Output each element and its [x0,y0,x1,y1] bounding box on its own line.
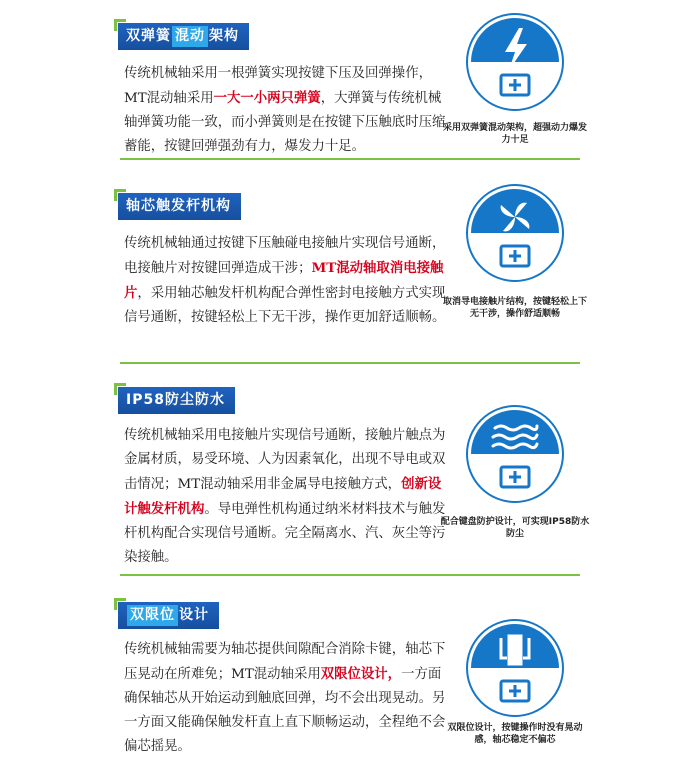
section-divider [120,568,580,582]
limit-icon [465,618,565,718]
pinwheel-icon [465,183,565,283]
body-text: 一方面确保轴芯从开始运动到触底回弹，均不会出现晃动。另一方面又能确保触发杆直上直下顺畅运动，全程绝不会偏芯摇晃。 [124,667,446,754]
icon-caption: 配合键盘防护设计，可实现IP58防水防尘 [440,517,590,539]
body-text: 传统机械轴采用电接触片实现信号通断，接触片触点为金属材质，易受环境、人为因素氧化，出现不导电或双击情况；MT混动轴采用非金属导电接触方式， [124,428,446,492]
title-text: 双弹簧 [126,28,171,44]
body-text: ，大弹簧与传统机械轴弹簧功能一致，而小弹簧则是在按键下压触底时压缩蓄能，按键回弹强劲有力，爆发力十足。 [124,91,446,154]
divider-line [120,362,580,364]
section-divider [120,356,580,370]
icon-caption: 采用双弹簧混动架构，超强动力爆发力十足 [442,123,587,145]
icon-caption: 取消导电接触片结构，按键轻松上下无干涉，操作舒适顺畅 [442,297,587,319]
body-text: 。导电弹性机构通过纳米材料技术与触发杆机构配合实现信号通断。完全隔离水、汽、灰尘等污染接触。 [124,502,446,565]
section-divider [120,152,580,166]
title-highlight: 双限位 [127,605,178,626]
body-text: 传统机械轴需要为轴芯提供间隙配合消除卡键，轴芯下压晃动在所难免；MT混动轴采用 [124,642,446,682]
title-text: 设计 [179,607,209,623]
body-emphasis: MT混动轴取消电接触片 [124,260,444,301]
title-highlight: 混动 [172,26,208,47]
title-text: 架构 [209,28,239,44]
body-text: 传统机械轴通过按键下压触碰电接触片实现信号通断，电接触片对按键回弹造成干涉； [124,236,446,276]
section-body [124,62,454,159]
divider-line [120,574,580,576]
section-title [118,387,235,414]
section-title [118,23,249,50]
lightning-icon [465,12,565,112]
section-body [124,638,454,759]
section-body [124,424,454,570]
body-emphasis: 创新设计触发杆机构 [124,476,442,517]
body-text: 传统机械轴采用一根弹簧实现按键下压及回弹操作，MT混动轴采用 [124,66,432,106]
section-body [124,232,454,330]
section-title [118,193,241,220]
body-emphasis: 一大一小两只弹簧 [213,90,321,106]
icon-caption: 双限位设计，按键操作时没有晃动感，轴芯稳定不偏芯 [447,723,583,745]
body-emphasis: 双限位设计， [320,666,402,682]
title-text: IP58防尘防水 [126,392,225,408]
body-text: ，采用轴芯触发杆机构配合弹性密封电接触方式实现信号通断，按键轻松上下无干涉，操作更加舒适顺畅。 [124,286,446,325]
divider-line [120,158,580,160]
title-text: 轴芯触发杆机构 [126,198,231,214]
waves-icon [465,404,565,504]
section-title [118,602,219,629]
